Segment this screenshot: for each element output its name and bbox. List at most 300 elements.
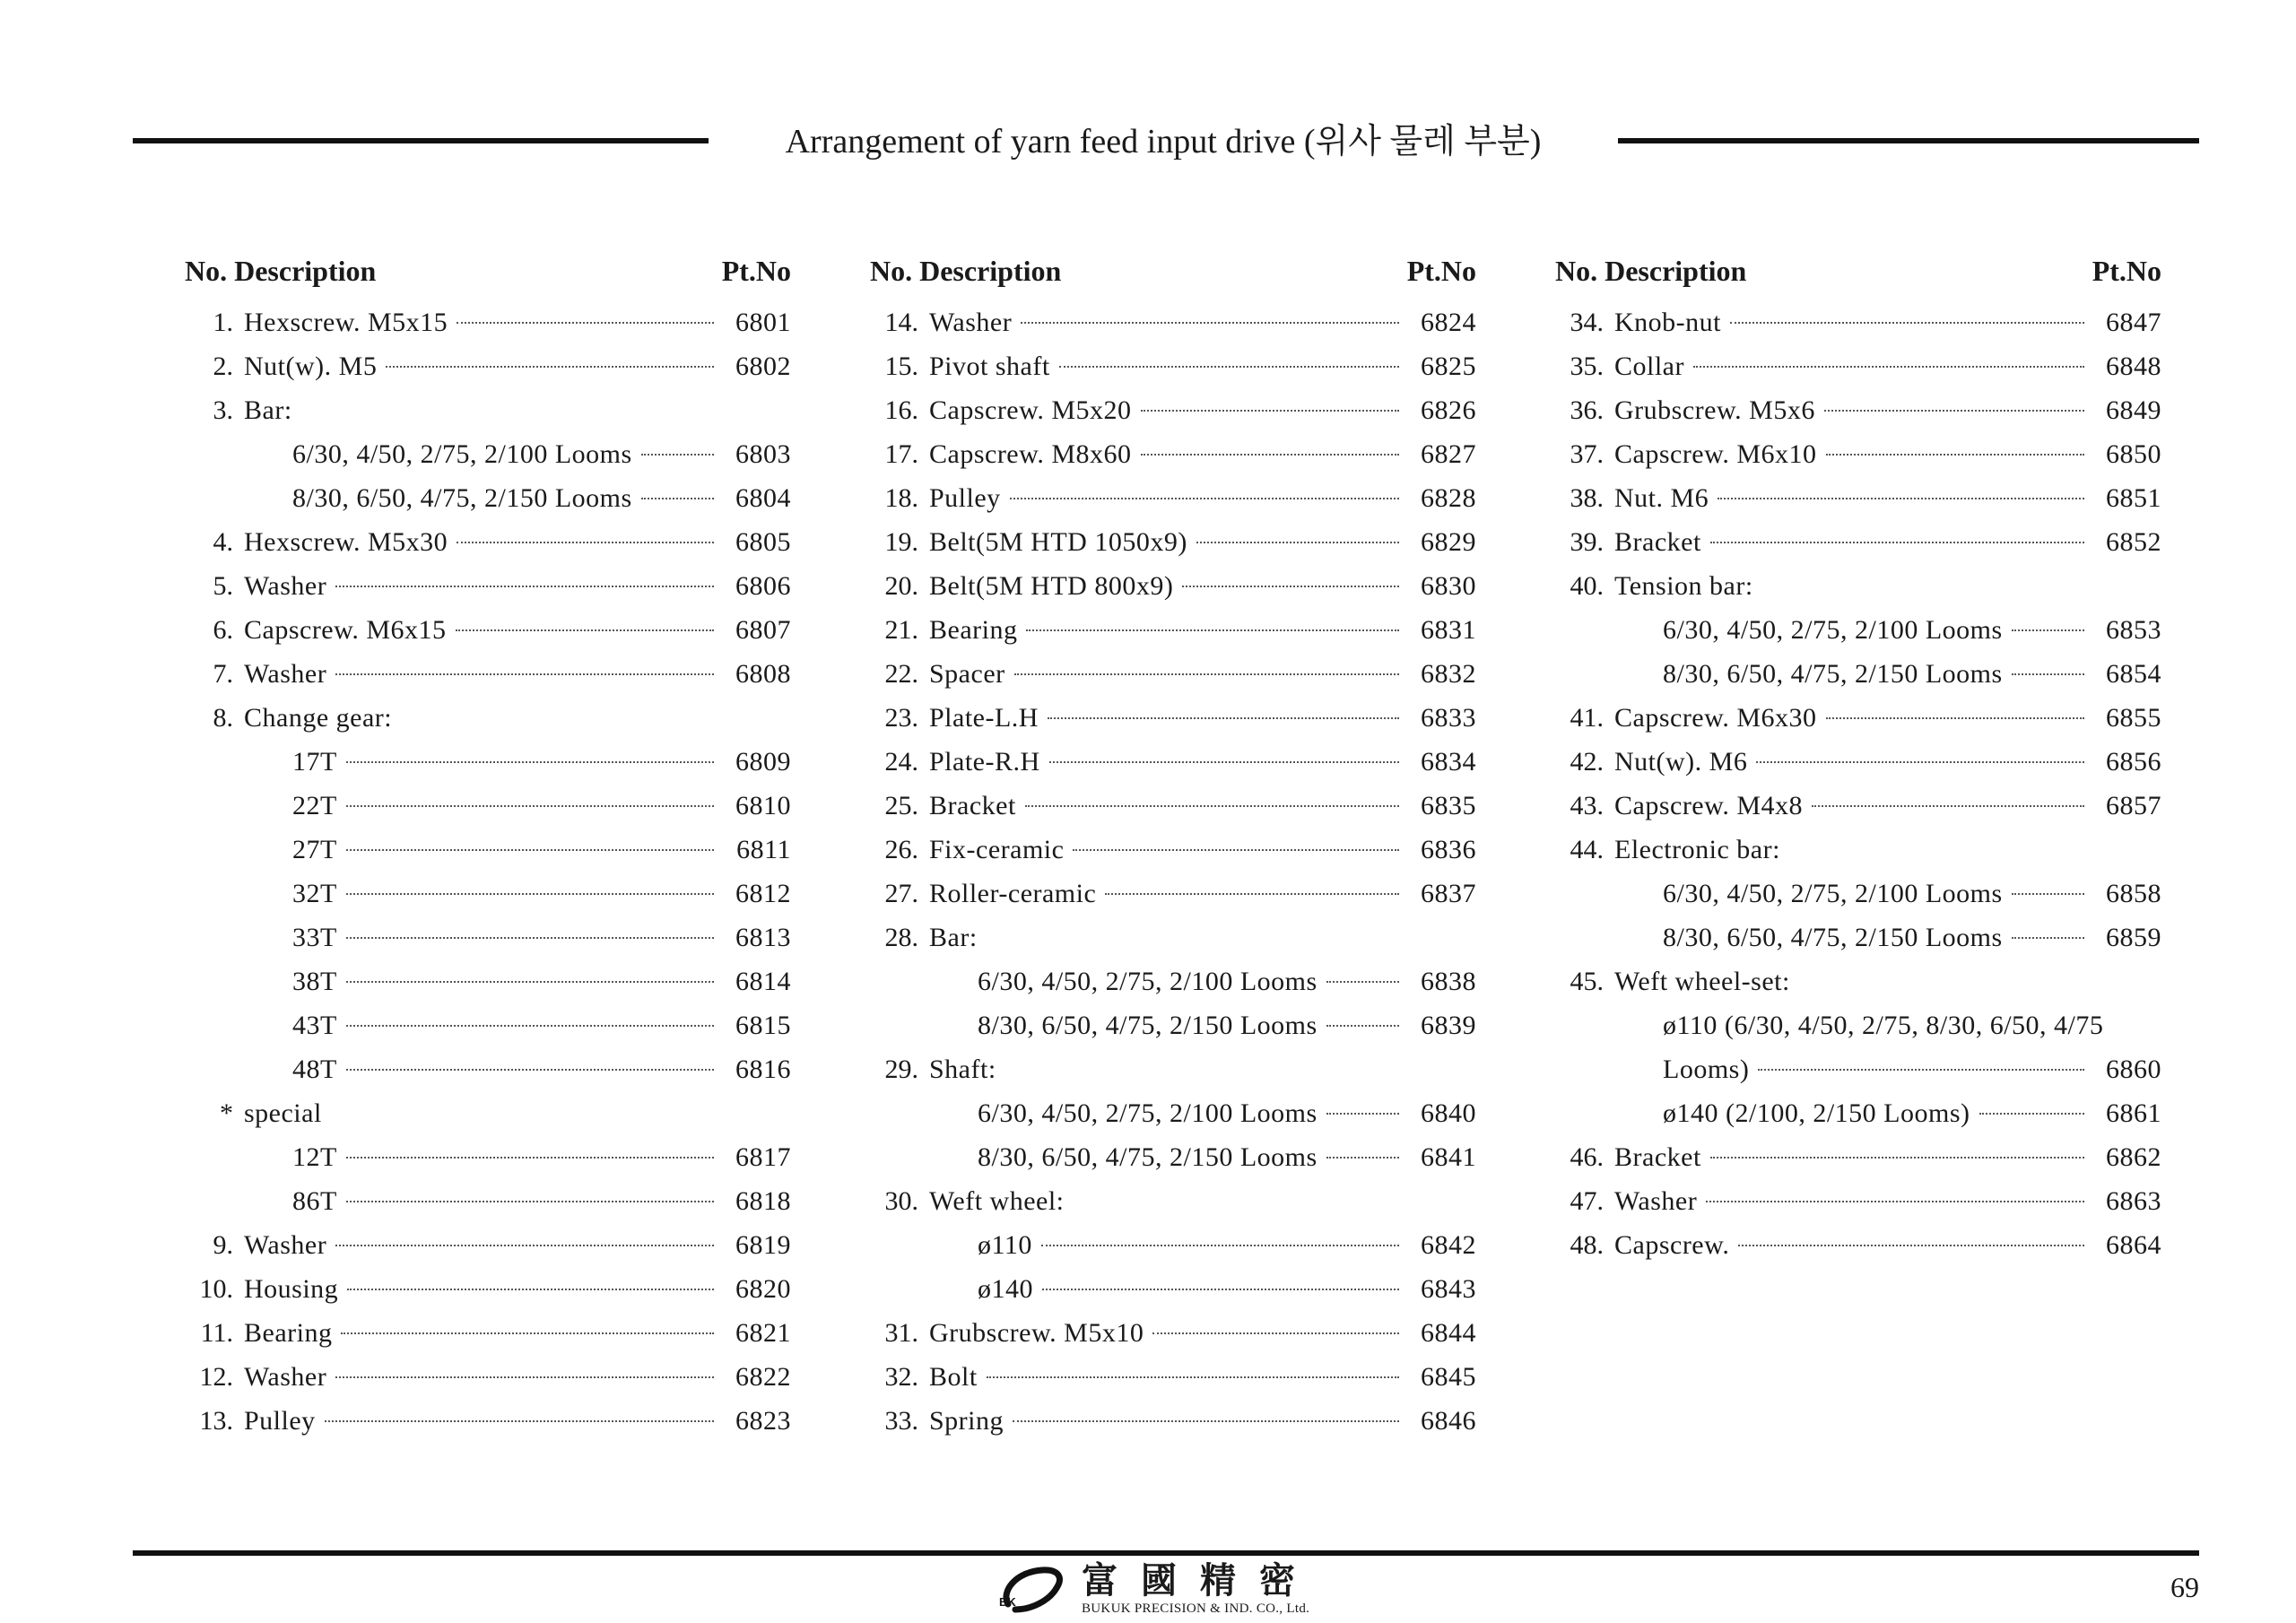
dot-leader: [1326, 981, 1399, 983]
part-code: 6833: [1421, 703, 1476, 733]
part-code: 6843: [1421, 1274, 1476, 1304]
dot-leader: [1025, 805, 1399, 807]
part-code: 6822: [735, 1362, 791, 1392]
part-row: [185, 1267, 791, 1311]
dot-leader: [1042, 1289, 1399, 1290]
column-header: [185, 249, 791, 292]
dot-leader: [335, 1245, 714, 1246]
part-number: 35.: [1570, 352, 1604, 381]
dot-leader: [1812, 805, 2084, 807]
dot-leader: [1014, 673, 1399, 675]
part-description: 6/30, 4/50, 2/75, 2/100 Looms: [978, 967, 1318, 996]
part-number: 16.: [884, 395, 918, 425]
part-number: 1.: [213, 308, 233, 337]
part-number: 39.: [1570, 527, 1604, 557]
dot-leader: [1196, 542, 1399, 543]
part-row: [185, 959, 791, 1003]
part-row: [1555, 959, 2161, 1003]
part-row: [185, 1003, 791, 1047]
part-number: 36.: [1570, 395, 1604, 425]
dot-leader: [1141, 454, 1399, 456]
part-number: 21.: [884, 615, 918, 645]
part-row: [870, 344, 1476, 388]
part-row: [870, 1179, 1476, 1223]
part-row: [870, 388, 1476, 432]
part-description: 38T: [292, 967, 337, 996]
part-description: Bearing: [929, 615, 1018, 645]
part-description: Tension bar:: [1614, 571, 1753, 601]
part-description: 6/30, 4/50, 2/75, 2/100 Looms: [292, 439, 632, 469]
part-number: 41.: [1570, 703, 1604, 733]
part-description: Washer: [929, 308, 1013, 337]
part-code: 6854: [2106, 659, 2161, 689]
part-number: 3.: [213, 395, 233, 425]
part-number: 5.: [213, 571, 233, 601]
dot-leader: [1010, 498, 1399, 499]
part-description: Pulley: [929, 483, 1001, 513]
footer-rule: [133, 1550, 2199, 1556]
part-number: 31.: [884, 1318, 918, 1348]
dot-leader: [346, 805, 714, 807]
part-code: 6803: [735, 439, 791, 469]
part-code: 6850: [2106, 439, 2161, 469]
header-rule-left: [133, 138, 709, 143]
part-row: [185, 608, 791, 652]
part-description: Bar:: [929, 923, 978, 952]
part-code: 6816: [735, 1055, 791, 1084]
part-description: 6/30, 4/50, 2/75, 2/100 Looms: [978, 1098, 1318, 1128]
dot-leader: [1141, 410, 1399, 412]
dot-leader: [1758, 1069, 2084, 1071]
part-description: ø140 (2/100, 2/150 Looms): [1663, 1098, 1970, 1128]
dot-leader: [346, 1201, 714, 1202]
part-code: 6818: [735, 1186, 791, 1216]
parts-list: [185, 300, 791, 1443]
part-description: Grubscrew. M5x6: [1614, 395, 1815, 425]
part-row: [870, 916, 1476, 959]
column-header: [870, 249, 1476, 292]
part-number: 6.: [213, 615, 233, 645]
part-description: Hexscrew. M5x15: [244, 308, 448, 337]
part-code: 6808: [735, 659, 791, 689]
part-description: 8/30, 6/50, 4/75, 2/150 Looms: [978, 1011, 1318, 1040]
part-row: [1555, 1223, 2161, 1267]
part-description: 33T: [292, 923, 337, 952]
dot-leader: [1693, 366, 2084, 368]
header-no-description: No. Description: [185, 255, 377, 287]
parts-list: [1555, 300, 2161, 1267]
dot-leader: [335, 1376, 714, 1378]
part-number: 10.: [199, 1274, 233, 1304]
part-number: 45.: [1570, 967, 1604, 996]
part-description: Shaft:: [929, 1055, 996, 1084]
part-row: [870, 1091, 1476, 1135]
part-number: 8.: [213, 703, 233, 733]
part-description: 8/30, 6/50, 4/75, 2/150 Looms: [1663, 923, 2003, 952]
part-description: Plate-L.H: [929, 703, 1039, 733]
part-description: Bracket: [1614, 527, 1701, 557]
dot-leader: [346, 937, 714, 939]
part-code: 6815: [735, 1011, 791, 1040]
part-row: [1555, 388, 2161, 432]
part-code: 6819: [735, 1230, 791, 1260]
part-row: [1555, 300, 2161, 344]
part-code: 6802: [735, 352, 791, 381]
part-code: 6849: [2106, 395, 2161, 425]
part-number: 28.: [884, 923, 918, 952]
column-header: [1555, 249, 2161, 292]
dot-leader: [641, 454, 714, 456]
part-row: [870, 1399, 1476, 1443]
part-number: 11.: [200, 1318, 233, 1348]
dot-leader: [346, 849, 714, 851]
part-row: [870, 1135, 1476, 1179]
bk-logo-icon: [996, 1565, 1065, 1615]
part-row: [870, 432, 1476, 476]
part-code: 6851: [2106, 483, 2161, 513]
part-description: Capscrew.: [1614, 1230, 1730, 1260]
part-row: [1555, 872, 2161, 916]
dot-leader: [1041, 1245, 1399, 1246]
part-description: Capscrew. M8x60: [929, 439, 1132, 469]
header-rule-right: [1618, 138, 2199, 143]
part-number: 14.: [884, 308, 918, 337]
part-row: [870, 1047, 1476, 1091]
part-number: 34.: [1570, 308, 1604, 337]
part-code: 6861: [2106, 1098, 2161, 1128]
part-row: [185, 1179, 791, 1223]
part-description: Knob-nut: [1614, 308, 1721, 337]
part-description: Pivot shaft: [929, 352, 1050, 381]
part-row: [1555, 916, 2161, 959]
part-number: 46.: [1570, 1142, 1604, 1172]
part-code: 6864: [2106, 1230, 2161, 1260]
part-row: [870, 1003, 1476, 1047]
part-number: 9.: [213, 1230, 233, 1260]
part-number: 19.: [884, 527, 918, 557]
logo-english-name: BUKUK PRECISION & IND. CO., Ltd.: [1082, 1601, 1310, 1616]
part-row: [185, 1135, 791, 1179]
part-number: 25.: [884, 791, 918, 820]
part-code: 6821: [735, 1318, 791, 1348]
part-code: 6840: [1421, 1098, 1476, 1128]
part-number: 37.: [1570, 439, 1604, 469]
part-description: Washer: [244, 571, 327, 601]
part-description: Spacer: [929, 659, 1005, 689]
part-number: 13.: [199, 1406, 233, 1436]
part-code: 6860: [2106, 1055, 2161, 1084]
part-description: Collar: [1614, 352, 1684, 381]
part-description: 27T: [292, 835, 337, 864]
part-row: [1555, 1091, 2161, 1135]
parts-column-2: [870, 249, 1476, 1443]
dot-leader: [1706, 1201, 2084, 1202]
part-description: Capscrew. M4x8: [1614, 791, 1804, 820]
part-code: 6842: [1421, 1230, 1476, 1260]
part-code: 6830: [1421, 571, 1476, 601]
part-description: Bearing: [244, 1318, 333, 1348]
part-row: [185, 1223, 791, 1267]
dot-leader: [1824, 410, 2084, 412]
dot-leader: [325, 1420, 714, 1422]
part-number: 43.: [1570, 791, 1604, 820]
part-description: Nut(w). M5: [244, 352, 378, 381]
part-code: 6853: [2106, 615, 2161, 645]
dot-leader: [346, 1025, 714, 1027]
dot-leader: [1048, 717, 1399, 719]
part-description: Weft wheel:: [929, 1186, 1065, 1216]
part-row: [185, 740, 791, 784]
part-code: 6841: [1421, 1142, 1476, 1172]
part-code: 6809: [735, 747, 791, 777]
part-description: 43T: [292, 1011, 337, 1040]
part-code: 6847: [2106, 308, 2161, 337]
part-row: [870, 1311, 1476, 1355]
dot-leader: [1013, 1420, 1399, 1422]
part-row: [870, 784, 1476, 828]
part-code: 6831: [1421, 615, 1476, 645]
part-code: 6810: [735, 791, 791, 820]
part-row: [1555, 652, 2161, 696]
dot-leader: [1710, 1157, 2084, 1159]
part-description: special: [244, 1098, 322, 1128]
part-code: 6828: [1421, 483, 1476, 513]
page-number: 69: [2170, 1571, 2199, 1603]
part-code: 6839: [1421, 1011, 1476, 1040]
part-row: [185, 872, 791, 916]
part-row: [1555, 476, 2161, 520]
part-description: 17T: [292, 747, 337, 777]
part-row: [870, 872, 1476, 916]
part-description: ø110 (6/30, 4/50, 2/75, 8/30, 6/50, 4/75: [1663, 1011, 2104, 1040]
dot-leader: [1073, 849, 1399, 851]
part-description: 6/30, 4/50, 2/75, 2/100 Looms: [1663, 879, 2003, 908]
dot-leader: [346, 1157, 714, 1159]
part-row: [870, 564, 1476, 608]
part-code: 6855: [2106, 703, 2161, 733]
part-code: 6813: [735, 923, 791, 952]
dot-leader: [346, 761, 714, 763]
part-description: ø110: [978, 1230, 1032, 1260]
dot-leader: [335, 673, 714, 675]
dot-leader: [1326, 1157, 1399, 1159]
dot-leader: [2012, 673, 2084, 675]
dot-leader: [1182, 586, 1399, 587]
part-number: 22.: [884, 659, 918, 689]
dot-leader: [1756, 761, 2084, 763]
part-code: 6852: [2106, 527, 2161, 557]
part-number: 48.: [1570, 1230, 1604, 1260]
part-description: Hexscrew. M5x30: [244, 527, 448, 557]
dot-leader: [346, 893, 714, 895]
part-row: [185, 916, 791, 959]
part-row: [185, 564, 791, 608]
part-row: [185, 652, 791, 696]
dot-leader: [386, 366, 714, 368]
part-row: [1555, 432, 2161, 476]
part-row: [1555, 740, 2161, 784]
part-description: 32T: [292, 879, 337, 908]
part-code: 6804: [735, 483, 791, 513]
part-row: [870, 696, 1476, 740]
part-description: Belt(5M HTD 800x9): [929, 571, 1174, 601]
part-row: [185, 696, 791, 740]
part-row: [185, 1399, 791, 1443]
part-description: Fix-ceramic: [929, 835, 1065, 864]
part-description: ø140: [978, 1274, 1033, 1304]
part-code: 6838: [1421, 967, 1476, 996]
part-row: [185, 520, 791, 564]
part-code: 6826: [1421, 395, 1476, 425]
part-description: Pulley: [244, 1406, 316, 1436]
page-title: Arrangement of yarn feed input drive (위사 물레 부분): [785, 123, 1542, 161]
part-code: 6834: [1421, 747, 1476, 777]
part-number: 15.: [884, 352, 918, 381]
part-description: Weft wheel-set:: [1614, 967, 1790, 996]
part-row: [185, 344, 791, 388]
part-code: 6844: [1421, 1318, 1476, 1348]
part-description: Bar:: [244, 395, 292, 425]
dot-leader: [1826, 717, 2084, 719]
part-description: Capscrew. M6x30: [1614, 703, 1817, 733]
part-description: Spring: [929, 1406, 1004, 1436]
part-number: 29.: [884, 1055, 918, 1084]
dot-leader: [1326, 1025, 1399, 1027]
part-code: 6814: [735, 967, 791, 996]
part-row: [870, 959, 1476, 1003]
part-description: 86T: [292, 1186, 337, 1216]
part-description: 6/30, 4/50, 2/75, 2/100 Looms: [1663, 615, 2003, 645]
part-number: 17.: [884, 439, 918, 469]
dot-leader: [2012, 937, 2084, 939]
dot-leader: [341, 1332, 714, 1334]
part-number: 42.: [1570, 747, 1604, 777]
part-number: 27.: [884, 879, 918, 908]
part-code: 6806: [735, 571, 791, 601]
dot-leader: [641, 498, 714, 499]
part-description: 22T: [292, 791, 337, 820]
part-row: [1555, 520, 2161, 564]
dot-leader: [347, 1289, 714, 1290]
part-number: 7.: [213, 659, 233, 689]
header-ptno: Pt.No: [721, 255, 791, 287]
part-row: [1555, 696, 2161, 740]
part-code: 6805: [735, 527, 791, 557]
part-row: [870, 1223, 1476, 1267]
part-code: 6857: [2106, 791, 2161, 820]
part-row: [1555, 564, 2161, 608]
part-description: Bracket: [929, 791, 1016, 820]
parts-list: [870, 300, 1476, 1443]
parts-column-3: [1555, 249, 2161, 1267]
part-description: 8/30, 6/50, 4/75, 2/150 Looms: [978, 1142, 1318, 1172]
part-code: 6837: [1421, 879, 1476, 908]
part-code: 6817: [735, 1142, 791, 1172]
dot-leader: [346, 981, 714, 983]
part-description: Electronic bar:: [1614, 835, 1780, 864]
part-number: 4.: [213, 527, 233, 557]
part-code: 6845: [1421, 1362, 1476, 1392]
part-description: Plate-R.H: [929, 747, 1040, 777]
part-code: 6858: [2106, 879, 2161, 908]
dot-leader: [987, 1376, 1399, 1378]
part-code: 6836: [1421, 835, 1476, 864]
part-code: 6801: [735, 308, 791, 337]
part-row: [870, 1267, 1476, 1311]
part-description: Belt(5M HTD 1050x9): [929, 527, 1187, 557]
dot-leader: [1730, 322, 2084, 324]
part-row: [185, 388, 791, 432]
dot-leader: [456, 629, 714, 631]
part-description: Housing: [244, 1274, 339, 1304]
part-number: 23.: [884, 703, 918, 733]
dot-leader: [1152, 1332, 1399, 1334]
part-description: Washer: [244, 1362, 327, 1392]
part-code: 6859: [2106, 923, 2161, 952]
part-code: 6807: [735, 615, 791, 645]
part-code: 6856: [2106, 747, 2161, 777]
part-code: 6863: [2106, 1186, 2161, 1216]
part-number: 2.: [213, 352, 233, 381]
part-row: [185, 828, 791, 872]
dot-leader: [1326, 1113, 1399, 1115]
header-no-description: No. Description: [1555, 255, 1747, 287]
part-row: [1555, 1047, 2161, 1091]
part-description: Nut. M6: [1614, 483, 1709, 513]
dot-leader: [1718, 498, 2084, 499]
part-code: 6835: [1421, 791, 1476, 820]
part-description: Washer: [244, 1230, 327, 1260]
part-row: [870, 652, 1476, 696]
part-code: 6823: [735, 1406, 791, 1436]
part-row: [1555, 1179, 2161, 1223]
part-row: [870, 828, 1476, 872]
part-number: 44.: [1570, 835, 1604, 864]
part-row: [185, 784, 791, 828]
part-number: 24.: [884, 747, 918, 777]
part-number: 47.: [1570, 1186, 1604, 1216]
part-number: 20.: [884, 571, 918, 601]
part-row: [185, 432, 791, 476]
part-number: 26.: [884, 835, 918, 864]
part-code: 6862: [2106, 1142, 2161, 1172]
part-row: [185, 1355, 791, 1399]
part-row: [1555, 1135, 2161, 1179]
dot-leader: [457, 322, 714, 324]
part-row: [1555, 828, 2161, 872]
part-code: 6824: [1421, 308, 1476, 337]
part-row: [870, 1355, 1476, 1399]
part-row: [185, 300, 791, 344]
part-code: 6827: [1421, 439, 1476, 469]
parts-column-1: [185, 249, 791, 1443]
part-code: 6829: [1421, 527, 1476, 557]
company-logo: [996, 1560, 1354, 1619]
part-number: 38.: [1570, 483, 1604, 513]
dot-leader: [1826, 454, 2084, 456]
part-description: 12T: [292, 1142, 337, 1172]
part-row: [185, 476, 791, 520]
part-row: [870, 520, 1476, 564]
dot-leader: [335, 586, 714, 587]
dot-leader: [1021, 322, 1399, 324]
part-description: Bolt: [929, 1362, 978, 1392]
dot-leader: [346, 1069, 714, 1071]
part-row: [870, 608, 1476, 652]
part-number: *: [220, 1098, 233, 1128]
part-code: 6825: [1421, 352, 1476, 381]
part-number: 12.: [199, 1362, 233, 1392]
